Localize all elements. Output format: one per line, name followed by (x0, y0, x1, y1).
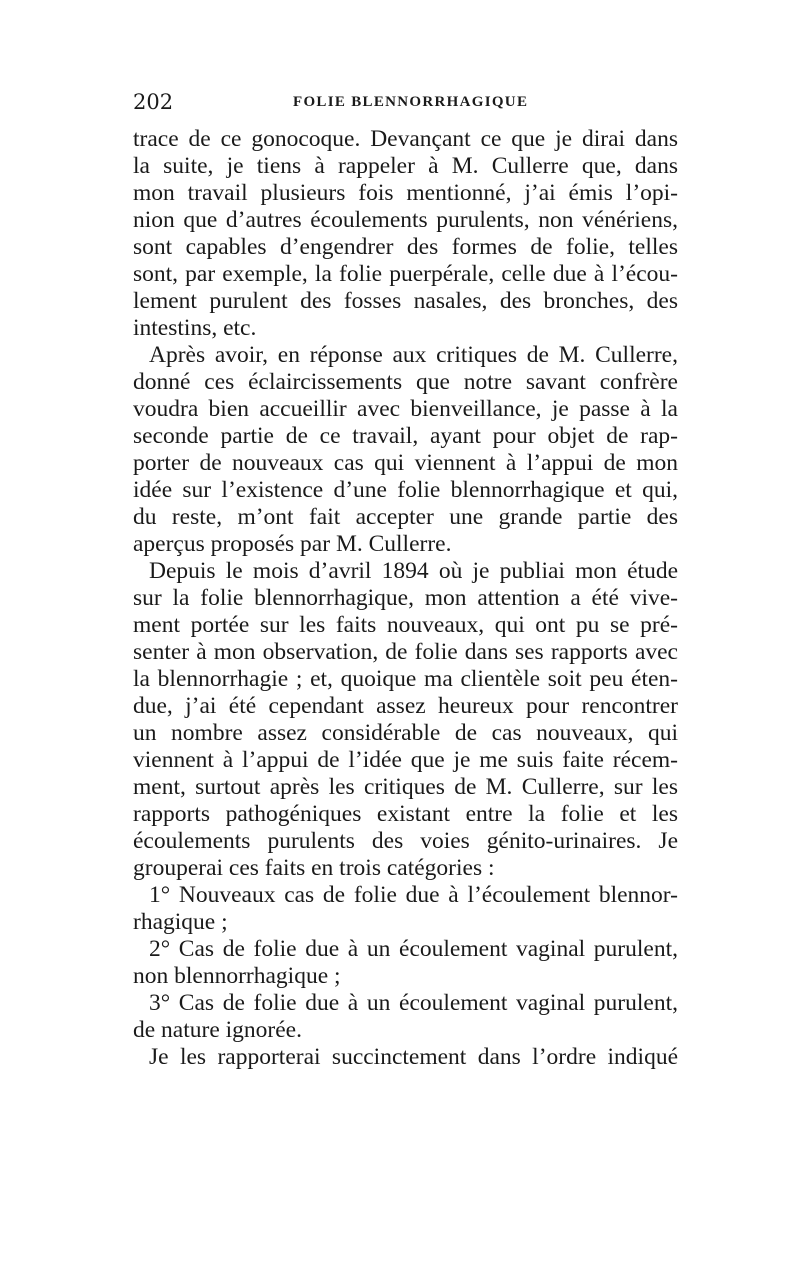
text-line: de nature ignorée. (133, 1017, 302, 1043)
text-line: un nombre assez considérable de cas nouveaux, qui (133, 720, 678, 746)
text-line: rapports pathogéniques existant entre la folie et les (133, 801, 678, 827)
text-line: trace de ce gonocoque. Devançant ce que je dirai dans (133, 126, 678, 152)
text-line: 1° Nouveaux cas de folie due à l’écoulement blennor- (149, 882, 678, 908)
text-line: la suite, je tiens à rappeler à M. Cullerre que, dans (133, 153, 678, 179)
text-line: rhagique ; (133, 909, 228, 935)
text-line: senter à mon observation, de folie dans ses rapports avec (133, 639, 678, 665)
text-line: ment, surtout après les critiques de M. Cullerre, sur les (133, 774, 678, 800)
body-text (133, 126, 678, 1071)
text-line: grouperai ces faits en trois catégories : (133, 855, 495, 881)
text-line: lement purulent des fosses nasales, des bronches, des (133, 288, 678, 314)
text-line: idée sur l’existence d’une folie blennorrhagique et qui, (133, 477, 678, 503)
text-line: la blennorrhagie ; et, quoique ma clientèle soit peu éten- (133, 666, 678, 692)
text-line: sont capables d’engendrer des formes de folie, telles (133, 234, 678, 260)
text-line: Après avoir, en réponse aux critiques de M. Cullerre, (149, 342, 678, 368)
text-line: Depuis le mois d’avril 1894 où je publiai mon étude (149, 558, 678, 584)
text-line: mon travail plusieurs fois mentionné, j’ai émis l’opi- (133, 180, 678, 206)
text-line: 3° Cas de folie due à un écoulement vaginal purulent, (149, 990, 678, 1016)
text-line: écoulements purulents des voies génito-urinaires. Je (133, 828, 678, 854)
text-line: non blennorrhagique ; (133, 963, 341, 989)
text-line: viennent à l’appui de l’idée que je me suis faite récem- (133, 747, 678, 773)
page-number: 202 (133, 90, 174, 114)
text-line: sur la folie blennorrhagique, mon attention a été vive- (133, 585, 678, 611)
running-title: FOLIE BLENNORRHAGIQUE (293, 94, 529, 110)
text-line: ment portée sur les faits nouveaux, qui ont pu se pré- (133, 612, 678, 638)
text-line: sont, par exemple, la folie puerpérale, celle due à l’écou- (133, 261, 678, 287)
text-line: 2° Cas de folie due à un écoulement vaginal purulent, (149, 936, 678, 962)
text-line: seconde partie de ce travail, ayant pour objet de rap- (133, 423, 678, 449)
text-line: voudra bien accueillir avec bienveillance, je passe à la (133, 396, 678, 422)
text-line: porter de nouveaux cas qui viennent à l’appui de mon (133, 450, 678, 476)
text-line: aperçus proposés par M. Cullerre. (133, 531, 452, 557)
text-line: due, j’ai été cependant assez heureux pour rencontrer (133, 693, 678, 719)
text-line: donné ces éclaircissements que notre savant confrère (133, 369, 678, 395)
text-line: Je les rapporterai succinctement dans l’ordre indiqué (149, 1044, 678, 1070)
running-head (133, 90, 678, 120)
text-line: nion que d’autres écoulements purulents, non vénériens, (133, 207, 678, 233)
text-line: du reste, m’ont fait accepter une grande partie des (133, 504, 678, 530)
text-line: intestins, etc. (133, 315, 257, 341)
